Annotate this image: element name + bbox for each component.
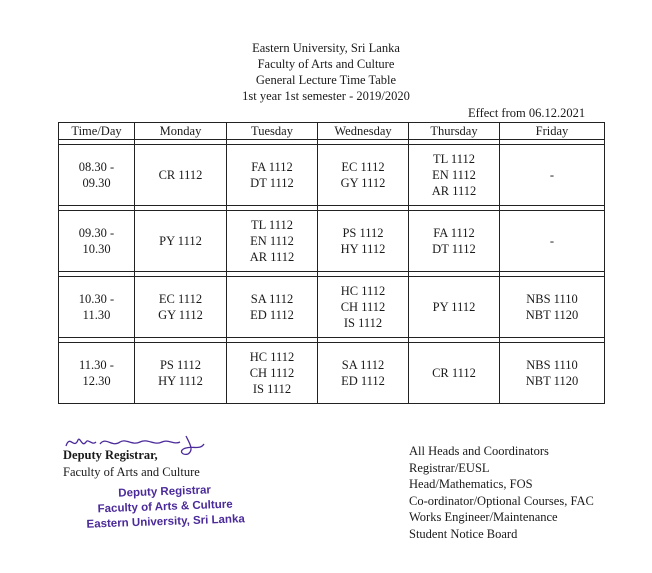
course-code: GY 1112 [340, 176, 386, 190]
column-header: Time/Day [59, 123, 135, 140]
course-code: NBS 1110 [526, 292, 578, 306]
course-code: PS 1112 [342, 226, 384, 240]
course-code: CH 1112 [249, 366, 295, 380]
stamp-line: Faculty of Arts & Culture [97, 498, 233, 516]
course-code: NBT 1120 [525, 374, 579, 388]
course-cell [227, 343, 318, 404]
table-row [59, 343, 605, 404]
course-cell [500, 277, 605, 338]
timetable-title: General Lecture Time Table [255, 73, 397, 87]
table-row [59, 277, 605, 338]
course-cell [409, 211, 500, 272]
signatory-block [63, 447, 200, 481]
course-cell [227, 211, 318, 272]
time-slot-text: 12.30 [82, 374, 111, 388]
column-header: Monday [135, 123, 227, 140]
column-header: Tuesday [227, 123, 318, 140]
official-stamp [85, 482, 245, 532]
time-slot-text: 11.30 - [79, 358, 114, 372]
signatory-faculty: Faculty of Arts and Culture [63, 465, 200, 479]
time-slot-cell [59, 277, 135, 338]
course-code: CR 1112 [158, 168, 203, 182]
timetable-header-row [59, 123, 605, 140]
course-cell [409, 343, 500, 404]
course-cell [227, 145, 318, 206]
course-code: HC 1112 [249, 350, 295, 364]
course-code: ED 1112 [250, 308, 294, 322]
course-code: TL 1112 [250, 218, 293, 232]
time-slot-cell [59, 343, 135, 404]
distribution-item: Student Notice Board [409, 526, 518, 541]
document-header [0, 40, 652, 104]
course-code: DT 1112 [432, 242, 476, 256]
course-code: IS 1112 [252, 382, 292, 396]
university-name: Eastern University, Sri Lanka [252, 41, 400, 55]
stamp-line: Eastern University, Sri Lanka [86, 513, 245, 531]
faculty-name: Faculty of Arts and Culture [257, 57, 395, 71]
course-code: HY 1112 [340, 242, 386, 256]
effective-date: Effect from 06.12.2021 [468, 106, 586, 120]
course-code: PY 1112 [432, 300, 476, 314]
course-code: HY 1112 [158, 374, 203, 388]
stamp-line: Deputy Registrar [118, 484, 212, 500]
table-row [59, 211, 605, 272]
semester-label: 1st year 1st semester - 2019/2020 [242, 89, 410, 103]
time-slot-cell [59, 145, 135, 206]
time-slot-cell [59, 211, 135, 272]
course-code: IS 1112 [343, 316, 383, 330]
course-code: NBS 1110 [526, 358, 578, 372]
signatory-title: Deputy Registrar, [63, 448, 158, 462]
course-code: EC 1112 [158, 292, 203, 306]
column-header: Friday [500, 123, 605, 140]
course-code: ED 1112 [341, 374, 385, 388]
course-cell [500, 343, 605, 404]
course-code: NBT 1120 [525, 308, 579, 322]
course-cell [135, 277, 227, 338]
time-slot-text: 08.30 - [78, 160, 115, 174]
course-code: AR 1112 [249, 250, 295, 264]
course-code: PY 1112 [159, 234, 202, 248]
course-code: DT 1112 [250, 176, 294, 190]
course-code: AR 1112 [431, 184, 477, 198]
time-slot-text: 11.30 [82, 308, 111, 322]
course-cell [318, 277, 409, 338]
table-row [59, 145, 605, 206]
course-code: EN 1112 [432, 168, 476, 182]
time-slot-text: 09.30 [82, 176, 111, 190]
timetable [58, 122, 605, 404]
course-code: - [549, 168, 555, 182]
timetable-body [59, 140, 605, 404]
distribution-item: Registrar/EUSL [409, 460, 490, 475]
time-slot-text: 09.30 - [78, 226, 115, 240]
distribution-item: Head/Mathematics, FOS [409, 477, 533, 491]
course-code: EN 1112 [250, 234, 294, 248]
course-code: SA 1112 [250, 292, 294, 306]
course-code: TL 1112 [432, 152, 475, 166]
course-code: FA 1112 [433, 226, 475, 240]
course-cell [409, 145, 500, 206]
time-slot-text: 10.30 - [78, 292, 115, 306]
course-cell [500, 211, 605, 272]
course-code: SA 1112 [341, 358, 385, 372]
course-code: GY 1112 [158, 308, 203, 322]
course-code: CH 1112 [340, 300, 386, 314]
course-cell [500, 145, 605, 206]
course-code: HC 1112 [340, 284, 386, 298]
course-cell [409, 277, 500, 338]
course-code: PS 1112 [159, 358, 202, 372]
course-cell [135, 211, 227, 272]
course-cell [135, 343, 227, 404]
time-slot-text: 10.30 [82, 242, 111, 256]
distribution-list [409, 443, 594, 542]
column-header: Thursday [409, 123, 500, 140]
course-cell [318, 145, 409, 206]
course-cell [227, 277, 318, 338]
course-code: FA 1112 [251, 160, 293, 174]
course-code: - [549, 234, 555, 248]
distribution-item: All Heads and Coordinators [409, 444, 549, 458]
distribution-item: Co-ordinator/Optional Courses, FAC [409, 493, 594, 508]
column-header: Wednesday [318, 123, 409, 140]
course-cell [318, 343, 409, 404]
distribution-item: Works Engineer/Maintenance [409, 510, 558, 524]
course-code: CR 1112 [432, 366, 476, 380]
course-cell [318, 211, 409, 272]
course-cell [135, 145, 227, 206]
course-code: EC 1112 [341, 160, 385, 174]
